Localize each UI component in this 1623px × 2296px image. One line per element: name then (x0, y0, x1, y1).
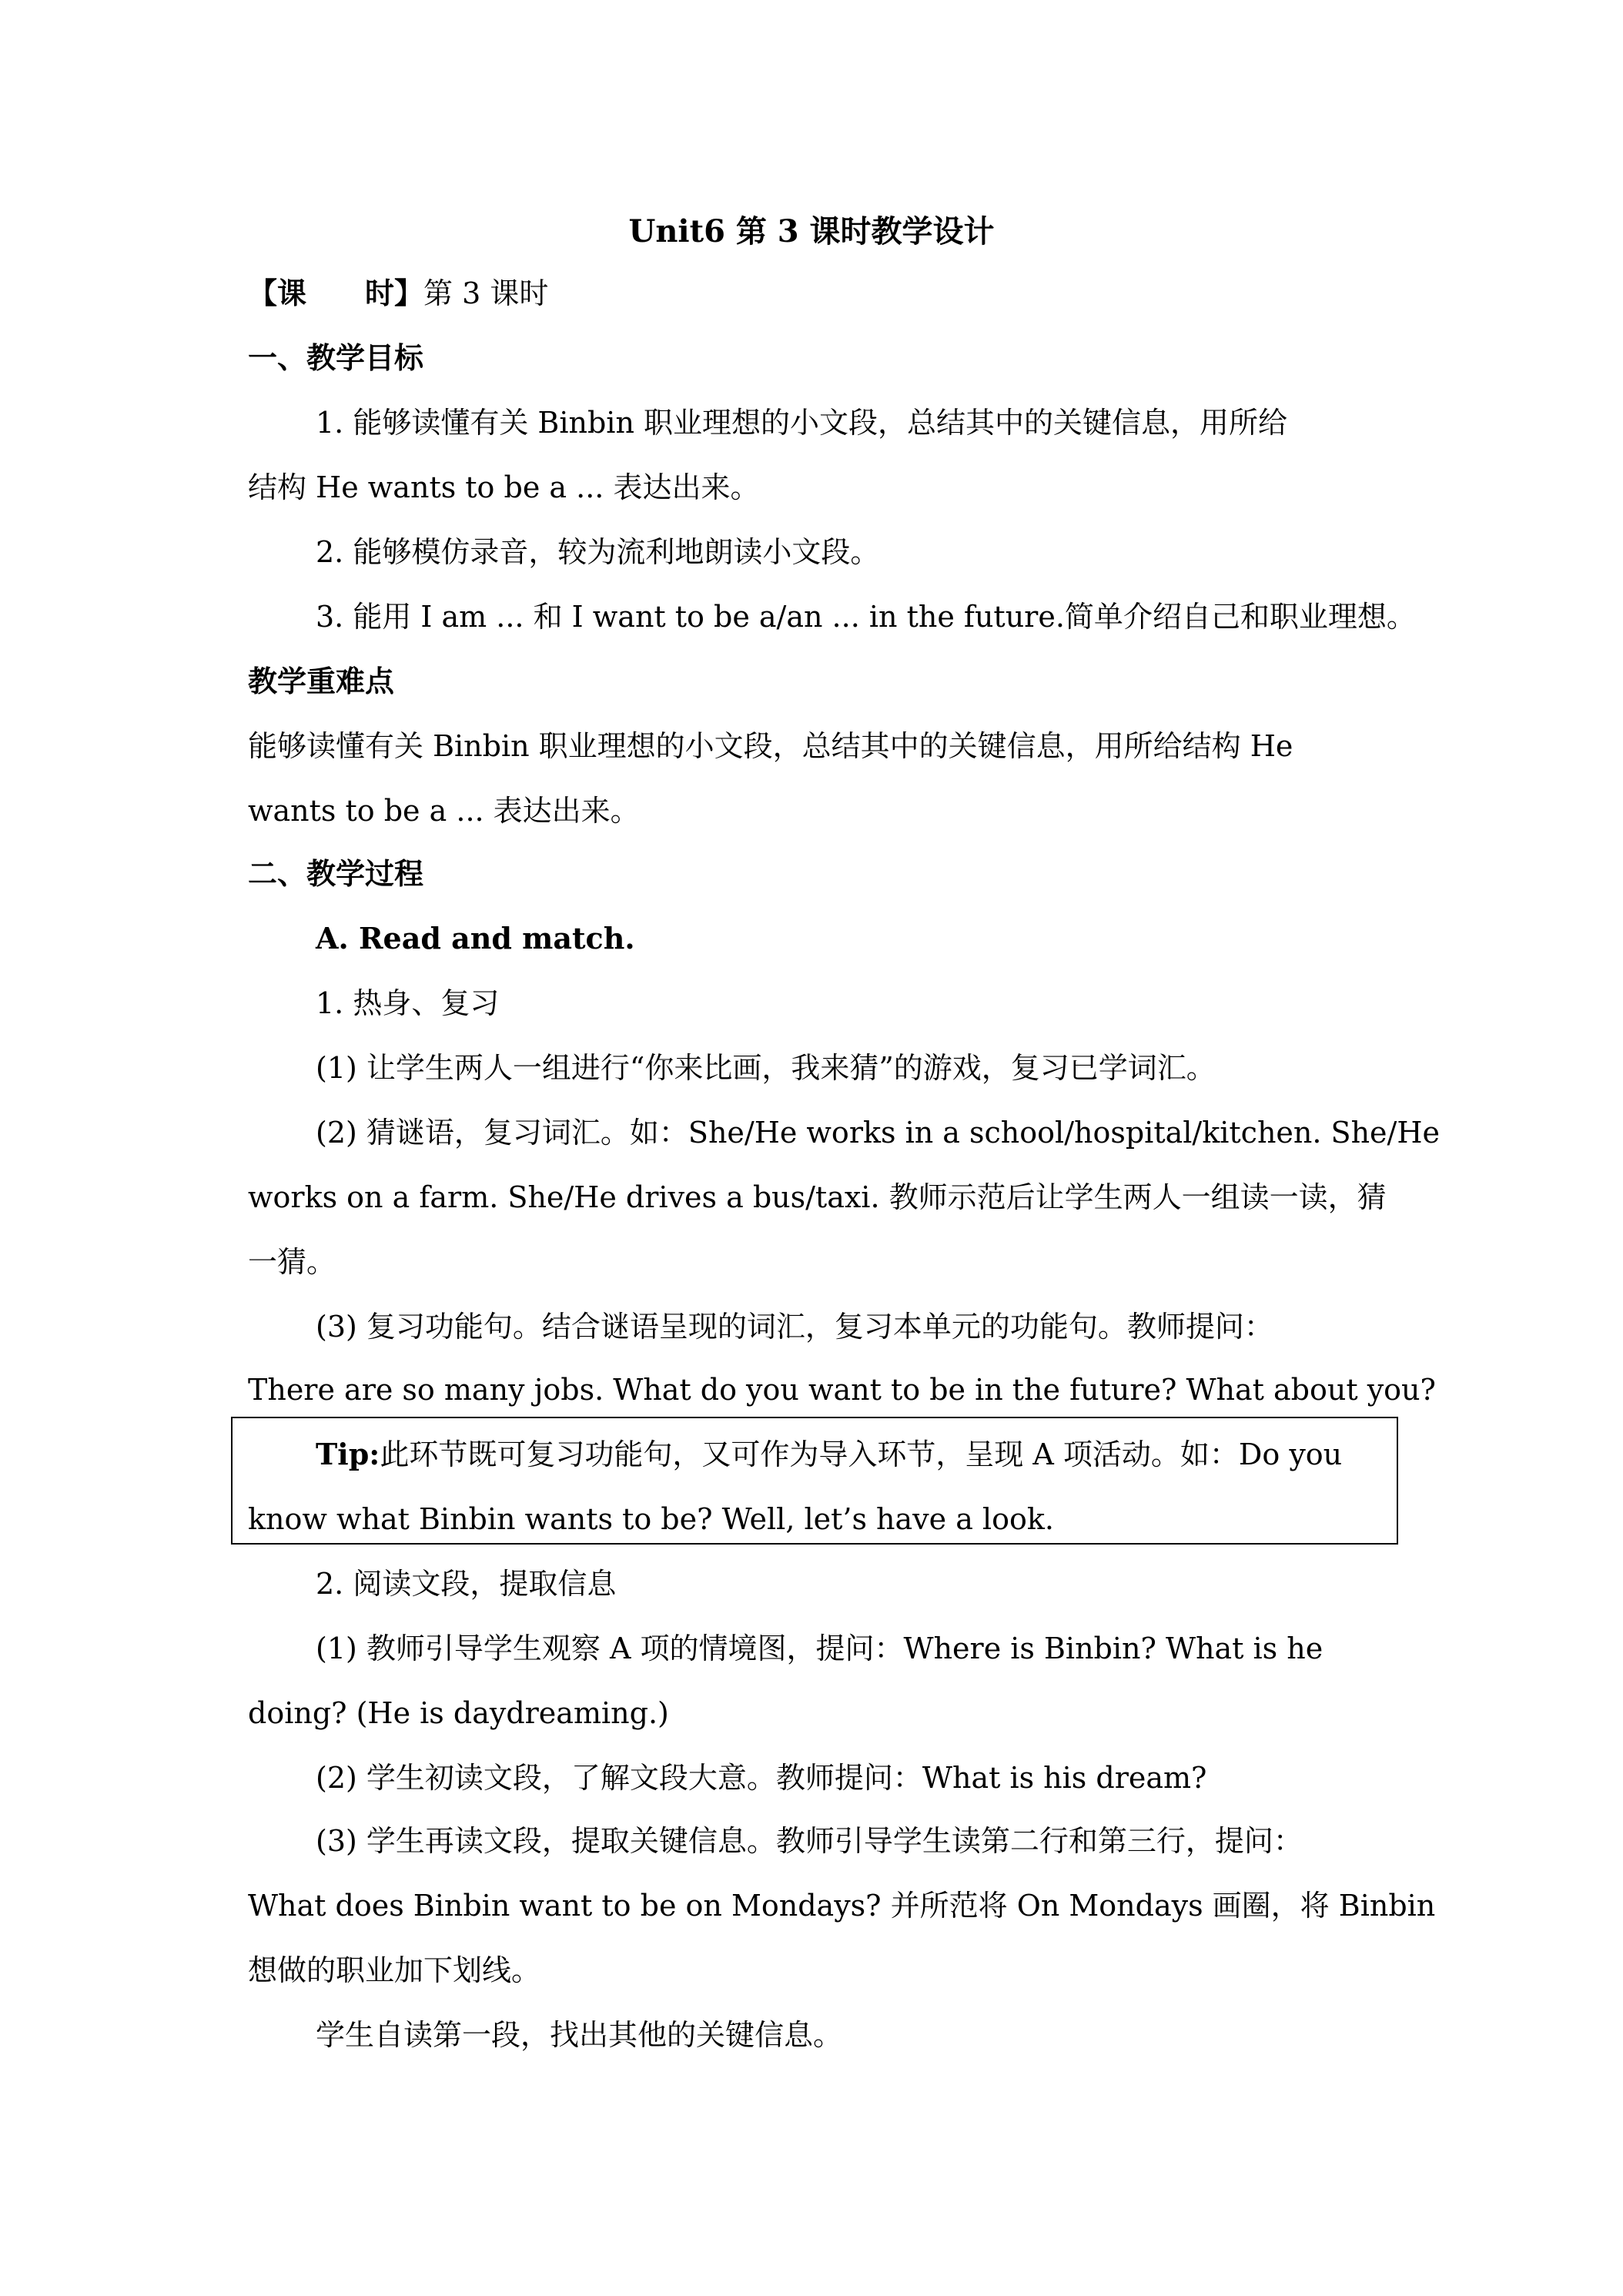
step-2-item-3-line-1: (3) 学生再读文段，提取关键信息。教师引导学生读第二行和第三行，提问： (316, 1824, 1303, 1858)
step-1-item-3-line-2: There are so many jobs. What do you want to be in the future? What about you? (248, 1373, 1436, 1407)
goal-3: 3. 能用 I am ... 和 I want to be a/an ... in the future.简单介绍自己和职业理想。 (316, 600, 1416, 634)
step-1-item-2-line-2: works on a farm. She/He drives a bus/taxi. 教师示范后让学生两人一组读一读，猜 (248, 1180, 1387, 1214)
keypoints-heading: 教学重难点 (248, 664, 395, 698)
goal-1-line-2: 结构 He wants to be a ... 表达出来。 (248, 470, 760, 504)
period-label: 【课 时】 (248, 276, 424, 310)
step-2-item-3-line-2: What does Binbin want to be on Mondays? 并所范将 On Mondays 画圈，将 Binbin (248, 1889, 1436, 1923)
keypoints-line-1: 能够读懂有关 Binbin 职业理想的小文段，总结其中的关键信息，用所给结构 He (248, 729, 1293, 763)
tip-text: 此环节既可复习功能句，又可作为导入环节，呈现 A 项活动。如：Do you (380, 1438, 1343, 1471)
period-line (248, 274, 548, 313)
step-1-item-2-line-3: 一猜。 (248, 1245, 336, 1279)
step-2-item-1-line-1: (1) 教师引导学生观察 A 项的情境图，提问：Where is Binbin? What is he (316, 1632, 1323, 1665)
activity-a-heading: A. Read and match. (316, 921, 635, 956)
step-1-item-1: (1) 让学生两人一组进行“你来比画，我来猜”的游戏，复习已学词汇。 (316, 1051, 1216, 1085)
step-2-item-3-line-3: 想做的职业加下划线。 (248, 1953, 541, 1987)
period-value: 第 3 课时 (423, 276, 549, 310)
section-heading-goals: 一、教学目标 (248, 340, 424, 375)
step-2-item-1-line-2: doing? (He is daydreaming.) (248, 1696, 669, 1730)
step-2-item-2: (2) 学生初读文段，了解文段大意。教师提问：What is his dream? (316, 1761, 1207, 1795)
section-heading-process: 二、教学过程 (248, 856, 424, 891)
keypoints-line-2: wants to be a ... 表达出来。 (248, 794, 640, 828)
tip-line-1 (316, 1435, 1342, 1474)
self-read-line: 学生自读第一段，找出其他的关键信息。 (316, 2018, 843, 2052)
step-1-heading: 1. 热身、复习 (316, 986, 500, 1020)
document-title: Unit6 第 3 课时教学设计 (628, 213, 995, 249)
goal-2: 2. 能够模仿录音，较为流利地朗读小文段。 (316, 535, 880, 569)
tip-line-2: know what Binbin wants to be? Well, let’s have a look. (248, 1502, 1054, 1536)
step-2-heading: 2. 阅读文段，提取信息 (316, 1567, 617, 1601)
goal-1-line-1: 1. 能够读懂有关 Binbin 职业理想的小文段，总结其中的关键信息，用所给 (316, 406, 1287, 440)
step-1-item-2-line-1: (2) 猜谜语，复习词汇。如：She/He works in a school/hospital/kitchen. She/He (316, 1116, 1440, 1150)
step-1-item-3-line-1: (3) 复习功能句。结合谜语呈现的词汇，复习本单元的功能句。教师提问： (316, 1310, 1273, 1344)
tip-label: Tip: (316, 1437, 380, 1471)
